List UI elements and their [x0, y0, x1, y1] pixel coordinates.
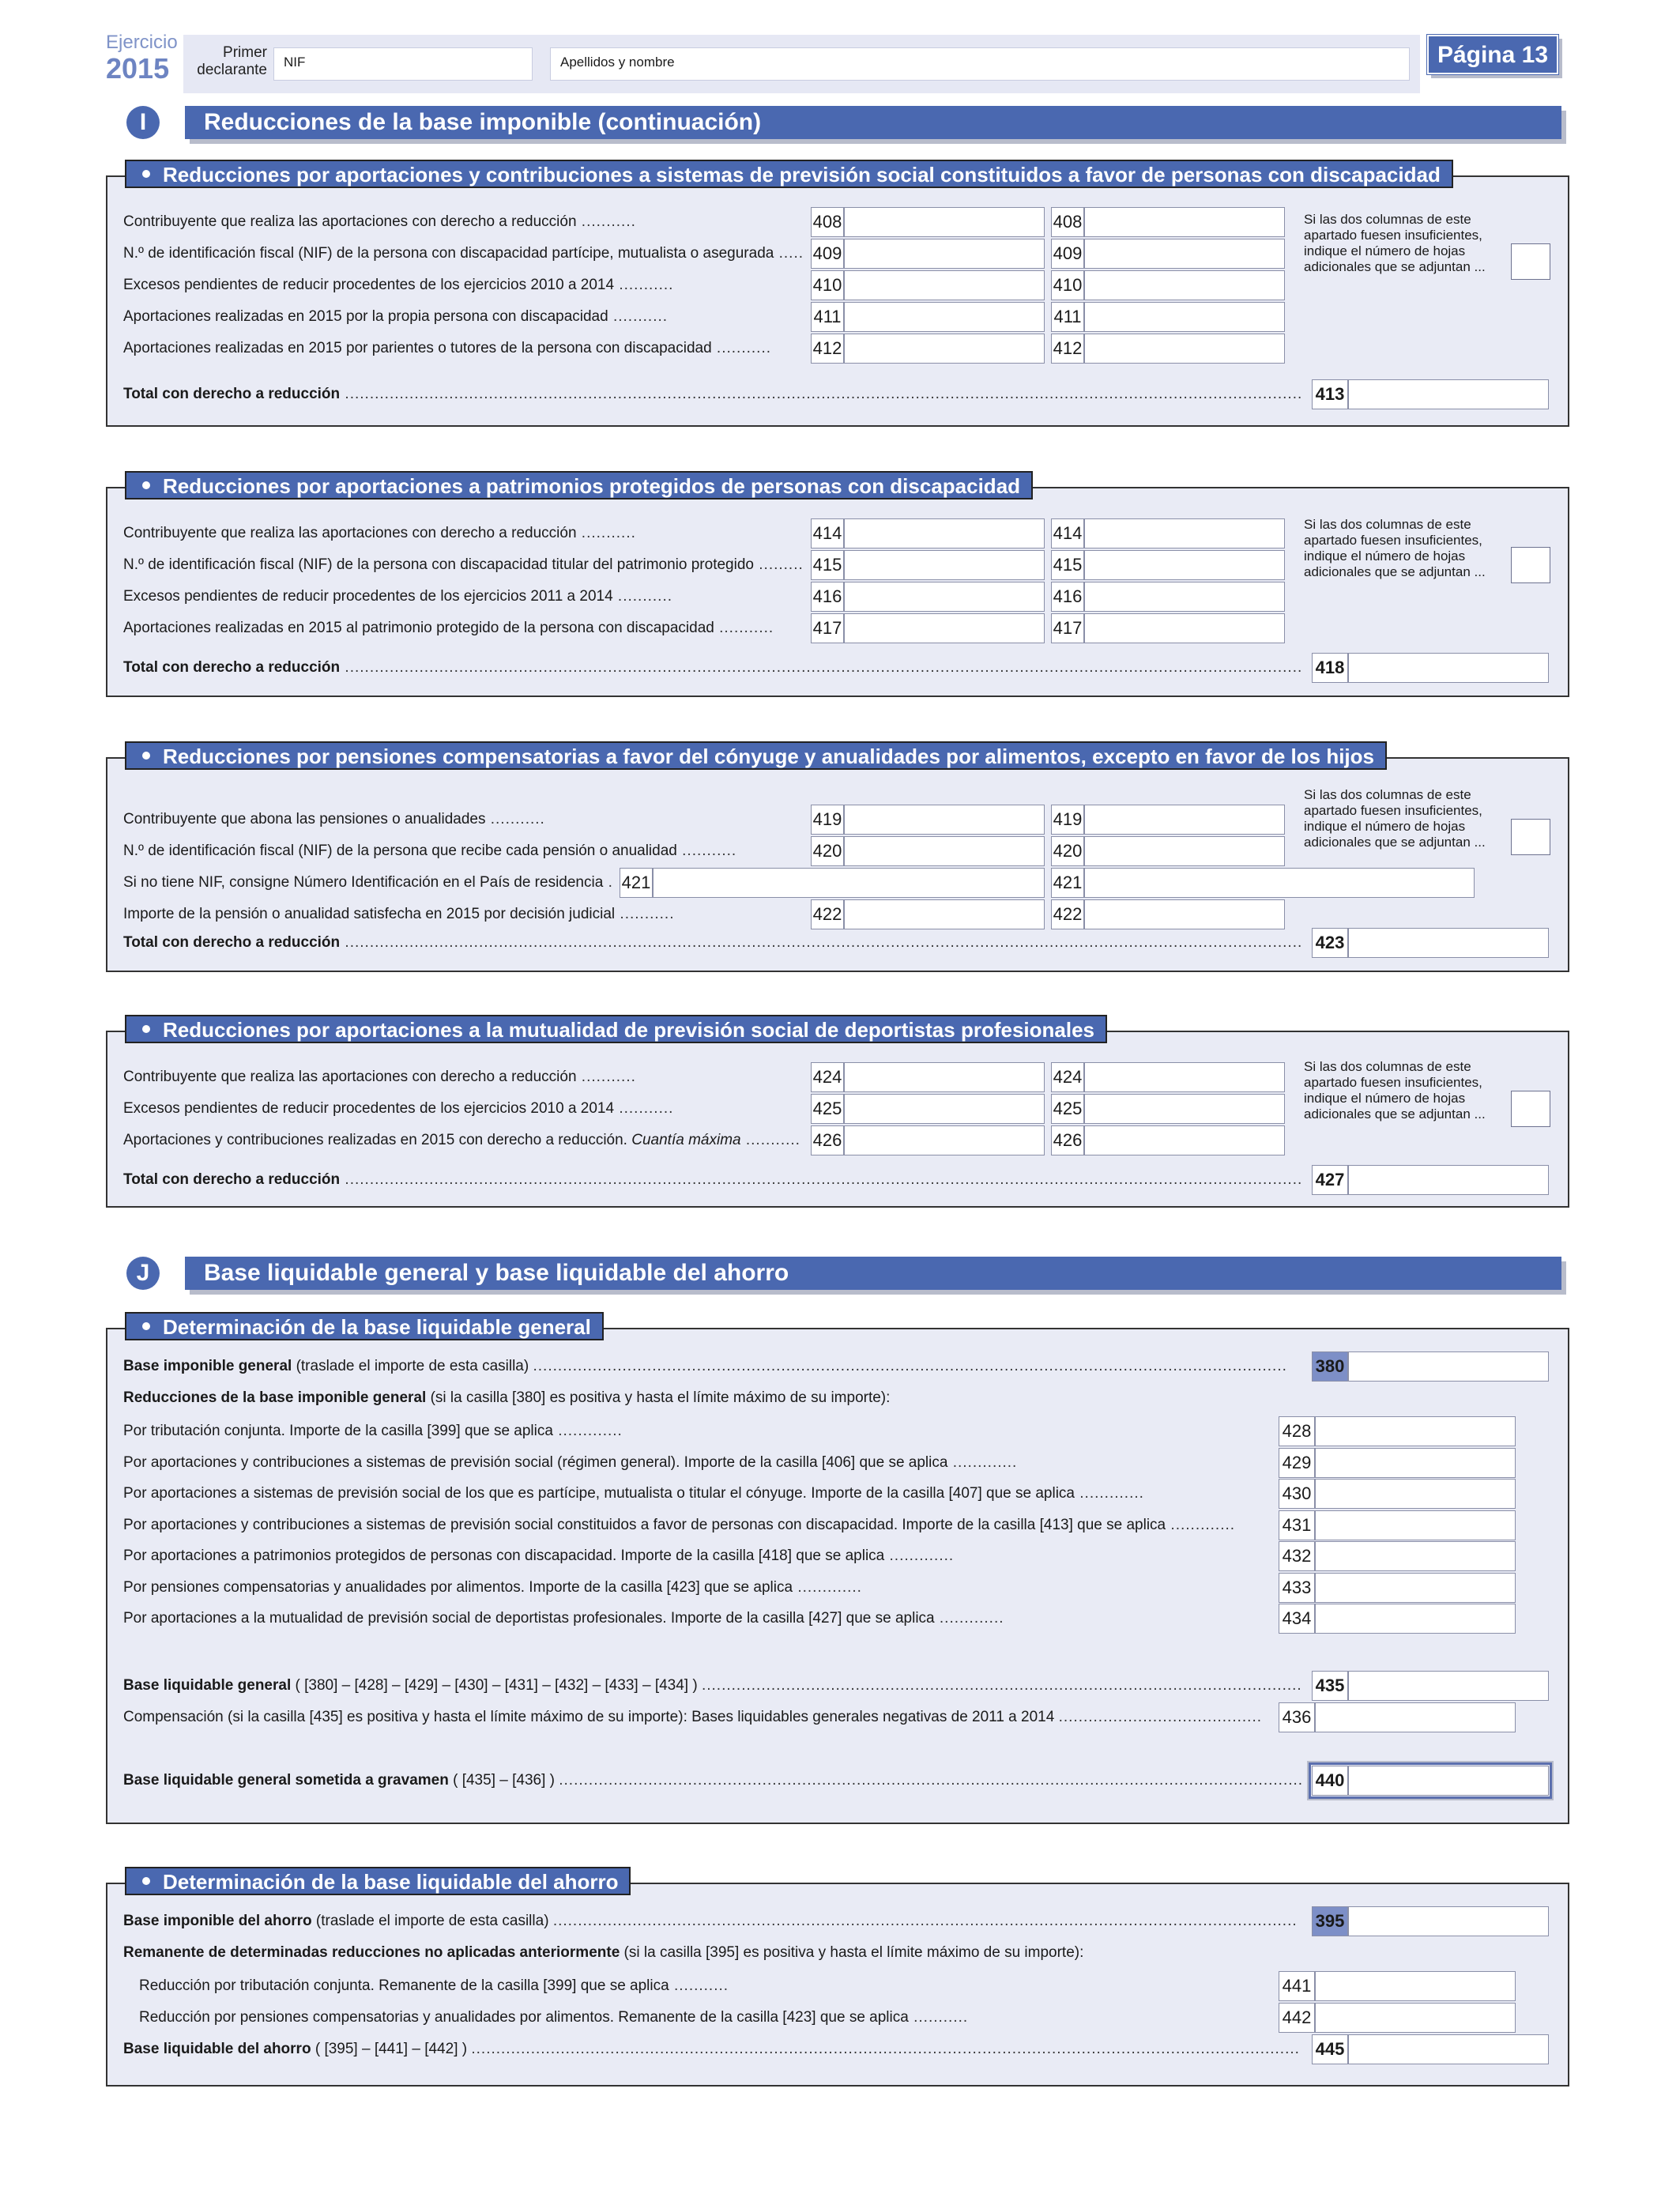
field-416-a[interactable] — [844, 582, 1045, 612]
code-436: 436 — [1279, 1702, 1315, 1732]
row-label-text: Reducción por tributación conjunta. Remanente de la casilla [399] que se aplica — [139, 1977, 669, 1994]
row-label-text: Contribuyente que realiza las aportaciones con derecho a reducción — [123, 525, 577, 541]
field-431[interactable] — [1315, 1510, 1516, 1540]
row-label-text: Por aportaciones a la mutualidad de previsión social de deportistas profesionales. Importe de la casilla [427] que se aplica — [123, 1610, 935, 1627]
row-label-text: Aportaciones realizadas en 2015 por parientes o tutores de la persona con discapacidad — [123, 340, 712, 356]
row-label-419: Contribuyente que abona las pensiones o anualidades ........... — [123, 811, 545, 827]
row-label-text: Contribuyente que realiza las aportaciones con derecho a reducción — [123, 1069, 577, 1085]
code-408-b: 408 — [1051, 207, 1084, 237]
hojas-adicionales-field[interactable] — [1511, 819, 1550, 855]
hojas-adicionales-field[interactable] — [1511, 243, 1550, 280]
row-label-text: N.º de identificación fiscal (NIF) de la persona con discapacidad titular del patrimonio protegido — [123, 556, 754, 573]
sometida-gravamen-label: Base liquidable general sometida a gravamen ( [435] – [436] ) ...................................................................................................................................................... — [123, 1772, 1304, 1789]
field-426-b[interactable] — [1084, 1125, 1285, 1155]
field-425-a[interactable] — [844, 1094, 1045, 1124]
code-442: 442 — [1279, 2003, 1315, 2033]
row-label-text: Importe de la pensión o anualidad satisfecha en 2015 por decisión judicial — [123, 906, 616, 922]
code-426-b: 426 — [1051, 1125, 1084, 1155]
hojas-note: Si las dos columnas de este apartado fuesen insuficientes, indique el número de hojas adicionales que se adjuntan ... — [1304, 517, 1486, 579]
field-424-a[interactable] — [844, 1062, 1045, 1092]
field-413[interactable] — [1348, 379, 1549, 409]
section-j-title: Base liquidable general y base liquidable del ahorro — [185, 1257, 1561, 1290]
code-415-b: 415 — [1051, 550, 1084, 580]
code-414-a: 414 — [811, 518, 844, 548]
row-label-420: N.º de identificación fiscal (NIF) de la persona que recibe cada pensión o anualidad ........... — [123, 843, 737, 859]
code-432: 432 — [1279, 1541, 1315, 1571]
row-label-text: Por aportaciones a sistemas de previsión social de los que es partícipe, mutualista o titular el cónyuge. Importe de la casilla [407] que se aplica — [123, 1485, 1075, 1502]
row-label-text: Por aportaciones y contribuciones a sistemas de previsión social (régimen general). Importe de la casilla [406] que se aplica — [123, 1453, 948, 1471]
field-417-a[interactable] — [844, 613, 1045, 643]
row-label-text: Aportaciones y contribuciones realizadas en 2015 con derecho a reducción. — [123, 1132, 627, 1148]
code-421-a: 421 — [620, 868, 653, 898]
pill-block-1 — [125, 471, 1033, 499]
field-412-b[interactable] — [1084, 334, 1285, 364]
declarante-label: Primer declarante — [197, 44, 267, 78]
row-label-text: N.º de identificación fiscal (NIF) de la persona que recibe cada pensión o anualidad — [123, 843, 677, 859]
row-label-431: Por aportaciones y contribuciones a sistemas de previsión social constituidos a favor de personas con discapacidad. Importe de la casilla [413] que se aplica ............. — [123, 1516, 1236, 1533]
row-label-text: Por aportaciones y contribuciones a sistemas de previsión social constituidos a favor de personas con discapacidad. Importe de la casilla [413] que se aplica — [123, 1516, 1166, 1533]
field-424-b[interactable] — [1084, 1062, 1285, 1092]
ejercicio-label: Ejercicio — [106, 32, 178, 53]
field-410-a[interactable] — [844, 270, 1045, 300]
total-label-text: Total con derecho a reducción — [123, 386, 341, 402]
field-419-b[interactable] — [1084, 805, 1285, 835]
row-label-text: Por pensiones compensatorias y anualidades por alimentos. Importe de la casilla [423] que se aplica — [123, 1578, 793, 1596]
hojas-note: Si las dos columnas de este apartado fuesen insuficientes, indique el número de hojas adicionales que se adjuntan ... — [1304, 212, 1486, 274]
code-425-b: 425 — [1051, 1094, 1084, 1124]
field-423[interactable] — [1348, 928, 1549, 958]
field-425-b[interactable] — [1084, 1094, 1285, 1124]
row-label-422: Importe de la pensión o anualidad satisfecha en 2015 por decisión judicial ........... — [123, 906, 675, 922]
total-label-418: Total con derecho a reducción ................................................................................................................................................................................................. — [123, 659, 1303, 676]
row-label-text: N.º de identificación fiscal (NIF) de la persona con discapacidad partícipe, mutualista o asegurada — [123, 245, 774, 262]
row-label-432: Por aportaciones a patrimonios protegidos de personas con discapacidad. Importe de la casilla [418] que se aplica ............. — [123, 1547, 955, 1564]
bullet-icon — [142, 170, 150, 178]
row-label-416: Excesos pendientes de reducir procedentes de los ejercicios 2011 a 2014 ........... — [123, 588, 673, 605]
field-428[interactable] — [1315, 1416, 1516, 1446]
reducciones-general-label: Reducciones de la base imponible general (si la casilla [380] es positiva y hasta el límite máximo de su importe): — [123, 1389, 891, 1406]
field-416-b[interactable] — [1084, 582, 1285, 612]
code-417-b: 417 — [1051, 613, 1084, 643]
field-429[interactable] — [1315, 1448, 1516, 1478]
code-410-a: 410 — [811, 270, 844, 300]
pill-block-2 — [125, 741, 1387, 770]
code-412-b: 412 — [1051, 334, 1084, 364]
code-416-b: 416 — [1051, 582, 1084, 612]
code-380: 380 — [1312, 1351, 1348, 1382]
hojas-note: Si las dos columnas de este apartado fuesen insuficientes, indique el número de hojas adicionales que se adjuntan ... — [1304, 787, 1486, 850]
base-liquidable-ahorro-label: Base liquidable del ahorro ( [395] – [441] – [442] ) ....................................................................................................................................................................... — [123, 2041, 1300, 2057]
row-label-417: Aportaciones realizadas en 2015 al patrimonio protegido de la persona con discapacidad ........... — [123, 620, 774, 636]
hojas-adicionales-field[interactable] — [1511, 547, 1550, 583]
field-414-a[interactable] — [844, 518, 1045, 548]
code-425-a: 425 — [811, 1094, 844, 1124]
pill-ahorro: Determinación de la base liquidable del ahorro — [125, 1867, 631, 1895]
code-427: 427 — [1312, 1165, 1348, 1195]
code-421-b: 421 — [1051, 868, 1084, 898]
block-title: Reducciones por aportaciones y contribuciones a sistemas de previsión social constituidos a favor de personas con discapacidad — [163, 163, 1441, 187]
bullet-icon — [142, 1322, 150, 1330]
row-label-441: Reducción por tributación conjunta. Remanente de la casilla [399] que se aplica ........... — [139, 1977, 729, 1994]
bullet-icon — [142, 481, 150, 489]
code-430: 430 — [1279, 1479, 1315, 1509]
nombre-field[interactable] — [550, 47, 1410, 81]
total-label-413: Total con derecho a reducción ................................................................................................................................................................................................. — [123, 386, 1303, 402]
pill-general: Determinación de la base liquidable general — [125, 1312, 604, 1340]
total-label-427: Total con derecho a reducción ................................................................................................................................................................................................. — [123, 1171, 1303, 1188]
row-label-415: N.º de identificación fiscal (NIF) de la persona con discapacidad titular del patrimonio protegido ......... — [123, 556, 804, 573]
field-415-b[interactable] — [1084, 550, 1285, 580]
field-420-b[interactable] — [1084, 836, 1285, 866]
field-412-a[interactable] — [844, 334, 1045, 364]
code-424-b: 424 — [1051, 1062, 1084, 1092]
code-420-a: 420 — [811, 836, 844, 866]
row-label-429: Por aportaciones y contribuciones a sistemas de previsión social (régimen general). Importe de la casilla [406] que se aplica ............. — [123, 1453, 1018, 1471]
code-413: 413 — [1312, 379, 1348, 409]
total-label-text: Total con derecho a reducción — [123, 659, 341, 676]
row-label-426: Aportaciones y contribuciones realizadas en 2015 con derecho a reducción. Cuantía máxima ........... — [123, 1132, 800, 1148]
field-426-a[interactable] — [844, 1125, 1045, 1155]
field-434[interactable] — [1315, 1604, 1516, 1634]
code-419-b: 419 — [1051, 805, 1084, 835]
code-395: 395 — [1312, 1906, 1348, 1936]
field-435[interactable] — [1348, 1671, 1549, 1701]
row-label-409: N.º de identificación fiscal (NIF) de la persona con discapacidad partícipe, mutualista o asegurada ..... — [123, 245, 804, 262]
section-i-badge: I — [126, 106, 160, 139]
code-445: 445 — [1312, 2034, 1348, 2064]
field-408-b[interactable] — [1084, 207, 1285, 237]
field-427[interactable] — [1348, 1165, 1549, 1195]
code-435: 435 — [1312, 1671, 1348, 1701]
field-436[interactable] — [1315, 1702, 1516, 1732]
nombre-label: Apellidos y nombre — [560, 55, 675, 70]
row-label-text: Reducción por pensiones compensatorias y anualidades por alimentos. Remanente de la casilla [423] que se aplica — [139, 2009, 909, 2026]
block-title: Reducciones por aportaciones a la mutualidad de previsión social de deportistas profesionales — [163, 1018, 1094, 1042]
code-423: 423 — [1312, 928, 1348, 958]
field-430[interactable] — [1315, 1479, 1516, 1509]
row-label-412: Aportaciones realizadas en 2015 por parientes o tutores de la persona con discapacidad ........... — [123, 340, 772, 356]
ejercicio-year: 2015 — [106, 52, 170, 85]
code-422-b: 422 — [1051, 899, 1084, 929]
code-441: 441 — [1279, 1971, 1315, 2001]
field-415-a[interactable] — [844, 550, 1045, 580]
hojas-adicionales-field[interactable] — [1511, 1091, 1550, 1127]
page-number: Página 13 — [1427, 35, 1558, 74]
field-445[interactable] — [1348, 2034, 1549, 2064]
field-441[interactable] — [1315, 1971, 1516, 2001]
row-label-434: Por aportaciones a la mutualidad de previsión social de deportistas profesionales. Importe de la casilla [427] que se aplica ............. — [123, 1610, 1004, 1627]
row-label-text: Excesos pendientes de reducir procedentes de los ejercicios 2010 a 2014 — [123, 277, 615, 293]
code-409-b: 409 — [1051, 239, 1084, 269]
row-label-410: Excesos pendientes de reducir procedentes de los ejercicios 2010 a 2014 ........... — [123, 277, 674, 293]
field-442[interactable] — [1315, 2003, 1516, 2033]
hojas-note: Si las dos columnas de este apartado fuesen insuficientes, indique el número de hojas adicionales que se adjuntan ... — [1304, 1059, 1486, 1122]
row-label-italic: Cuantía máxima — [631, 1132, 741, 1148]
code-411-b: 411 — [1051, 302, 1084, 332]
row-label-442: Reducción por pensiones compensatorias y anualidades por alimentos. Remanente de la casilla [423] que se aplica ........... — [139, 2009, 969, 2026]
field-395[interactable] — [1348, 1906, 1549, 1936]
base-liquidable-general-label: Base liquidable general ( [380] – [428] – [429] – [430] – [431] – [432] – [433] – [434] ) ......................................................................................................................... — [123, 1677, 1302, 1694]
total-label-text: Total con derecho a reducción — [123, 934, 341, 951]
row-label-430: Por aportaciones a sistemas de previsión social de los que es partícipe, mutualista o titular el cónyuge. Importe de la casilla [407] que se aplica ............. — [123, 1485, 1144, 1502]
code-433: 433 — [1279, 1573, 1315, 1603]
base-imponible-general-label: Base imponible general (traslade el importe de esta casilla) ........................................................................................................................................................ — [123, 1358, 1287, 1374]
row-label-text: Contribuyente que abona las pensiones o anualidades — [123, 811, 486, 827]
block-title: Reducciones por pensiones compensatorias a favor del cónyuge y anualidades por alimentos, excepto en favor de los hijos — [163, 745, 1374, 768]
row-label-text: Excesos pendientes de reducir procedentes de los ejercicios 2010 a 2014 — [123, 1100, 615, 1117]
nif-label: NIF — [284, 55, 306, 70]
code-408-a: 408 — [811, 207, 844, 237]
row-label-text: Aportaciones realizadas en 2015 al patrimonio protegido de la persona con discapacidad — [123, 620, 714, 636]
remanente-label: Remanente de determinadas reducciones no aplicadas anteriormente (si la casilla [395] es positiva y hasta el límite máximo de su importe): — [123, 1944, 1084, 1961]
field-409-b[interactable] — [1084, 239, 1285, 269]
code-440: 440 — [1312, 1766, 1348, 1796]
code-419-a: 419 — [811, 805, 844, 835]
field-409-a[interactable] — [844, 239, 1045, 269]
row-label-424: Contribuyente que realiza las aportaciones con derecho a reducción ........... — [123, 1069, 636, 1085]
row-label-text: Por aportaciones a patrimonios protegidos de personas con discapacidad. Importe de la casilla [418] que se aplica — [123, 1547, 885, 1564]
row-label-text: Por tributación conjunta. Importe de la casilla [399] que se aplica — [123, 1423, 553, 1439]
code-428: 428 — [1279, 1416, 1315, 1446]
field-418[interactable] — [1348, 653, 1549, 683]
field-420-a[interactable] — [844, 836, 1045, 866]
row-label-425: Excesos pendientes de reducir procedentes de los ejercicios 2010 a 2014 ........... — [123, 1100, 674, 1117]
code-417-a: 417 — [811, 613, 844, 643]
code-424-a: 424 — [811, 1062, 844, 1092]
section-i-title: Reducciones de la base imponible (continuación) — [185, 106, 1561, 139]
code-431: 431 — [1279, 1510, 1315, 1540]
code-434: 434 — [1279, 1604, 1315, 1634]
field-419-a[interactable] — [844, 805, 1045, 835]
field-408-a[interactable] — [844, 207, 1045, 237]
field-440[interactable] — [1348, 1766, 1549, 1796]
row-label-414: Contribuyente que realiza las aportaciones con derecho a reducción ........... — [123, 525, 636, 541]
nif-field[interactable] — [273, 47, 533, 81]
row-label-411: Aportaciones realizadas en 2015 por la propia persona con discapacidad ........... — [123, 308, 669, 325]
field-433[interactable] — [1315, 1573, 1516, 1603]
field-422-a[interactable] — [844, 899, 1045, 929]
row-label-text: Aportaciones realizadas en 2015 por la propia persona con discapacidad — [123, 308, 608, 325]
row-label-433: Por pensiones compensatorias y anualidades por alimentos. Importe de la casilla [423] que se aplica ............. — [123, 1578, 862, 1596]
block-title: Reducciones por aportaciones a patrimonios protegidos de personas con discapacidad — [163, 474, 1021, 498]
bullet-icon — [142, 1877, 150, 1885]
code-420-b: 420 — [1051, 836, 1084, 866]
bullet-icon — [142, 752, 150, 760]
code-426-a: 426 — [811, 1125, 844, 1155]
code-411-a: 411 — [811, 302, 844, 332]
field-380[interactable] — [1348, 1351, 1549, 1382]
code-414-b: 414 — [1051, 518, 1084, 548]
field-432[interactable] — [1315, 1541, 1516, 1571]
code-422-a: 422 — [811, 899, 844, 929]
row-label-text: Contribuyente que realiza las aportaciones con derecho a reducción — [123, 213, 577, 230]
pill-block-0 — [125, 160, 1453, 188]
total-label-423: Total con derecho a reducción ................................................................................................................................................................................................. — [123, 934, 1303, 951]
row-label-text: Si no tiene NIF, consigne Número Identificación en el País de residencia — [123, 874, 604, 891]
row-label-421: Si no tiene NIF, consigne Número Identificación en el País de residencia . — [123, 874, 613, 891]
base-imponible-ahorro-label: Base imponible del ahorro (traslade el importe de esta casilla) ...................................................................................................................................................... — [123, 1913, 1298, 1929]
field-411-a[interactable] — [844, 302, 1045, 332]
field-410-b[interactable] — [1084, 270, 1285, 300]
pill-block-3 — [125, 1015, 1107, 1043]
code-415-a: 415 — [811, 550, 844, 580]
code-410-b: 410 — [1051, 270, 1084, 300]
code-418: 418 — [1312, 653, 1348, 683]
field-414-b[interactable] — [1084, 518, 1285, 548]
code-416-a: 416 — [811, 582, 844, 612]
code-412-a: 412 — [811, 334, 844, 364]
row-label-408: Contribuyente que realiza las aportaciones con derecho a reducción ........... — [123, 213, 636, 230]
field-421-a[interactable] — [653, 868, 1045, 898]
field-417-b[interactable] — [1084, 613, 1285, 643]
bullet-icon — [142, 1025, 150, 1033]
code-429: 429 — [1279, 1448, 1315, 1478]
field-422-b[interactable] — [1084, 899, 1285, 929]
field-411-b[interactable] — [1084, 302, 1285, 332]
row-label-text: Excesos pendientes de reducir procedentes de los ejercicios 2011 a 2014 — [123, 588, 613, 605]
row-label-428: Por tributación conjunta. Importe de la casilla [399] que se aplica ............. — [123, 1423, 623, 1439]
field-421-b[interactable] — [1084, 868, 1475, 898]
section-j-badge: J — [126, 1257, 160, 1290]
compensacion-label: Compensación (si la casilla [435] es positiva y hasta el límite máximo de su importe): Bases liquidables generales negativas de 2011 a 2014 ......................................... — [123, 1709, 1263, 1725]
code-409-a: 409 — [811, 239, 844, 269]
total-label-text: Total con derecho a reducción — [123, 1171, 341, 1188]
